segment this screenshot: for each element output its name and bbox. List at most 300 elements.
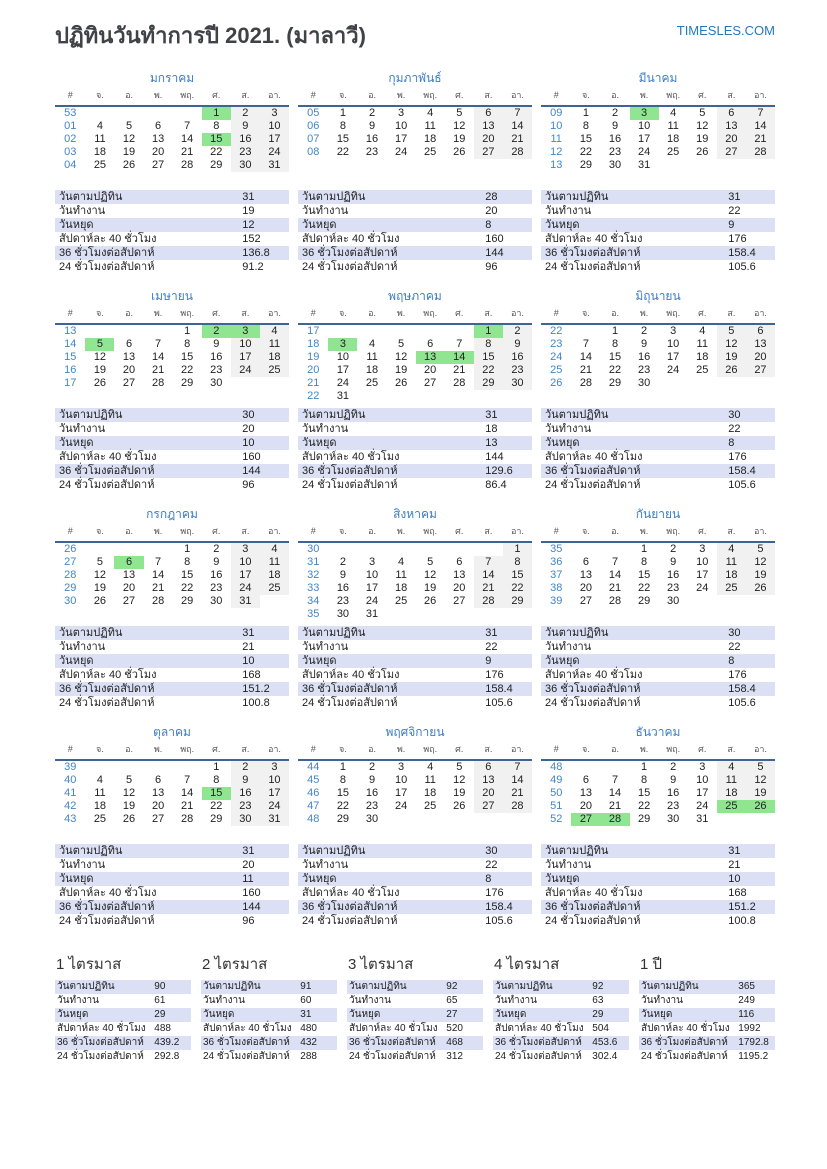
month-block-12 xyxy=(541,723,775,928)
stat-label: วันหยุด xyxy=(349,1009,381,1020)
day-cell: 16 xyxy=(231,133,260,146)
day-cell xyxy=(503,813,532,826)
stat-value: 18 xyxy=(485,423,498,435)
day-header: # xyxy=(553,308,559,318)
day-cell xyxy=(328,542,357,556)
week-row xyxy=(298,377,532,390)
week-number: 27 xyxy=(64,556,77,568)
holiday-day-cell: 27 xyxy=(571,813,600,826)
day-cell: 21 xyxy=(151,364,165,376)
day-cell xyxy=(571,760,600,774)
day-cell: 1 xyxy=(184,325,191,337)
summary-stat-row xyxy=(347,1008,483,1022)
stat-value: 168 xyxy=(242,669,261,681)
day-cell xyxy=(688,377,717,390)
holiday-day-cell: 3 xyxy=(231,324,260,338)
week-row xyxy=(298,324,532,338)
day-cell: 30 xyxy=(503,377,532,390)
day-cell: 9 xyxy=(231,120,260,133)
day-header: อ. xyxy=(125,308,133,318)
week-number: 34 xyxy=(307,595,320,607)
calendar-header-row xyxy=(541,306,775,324)
summary-stat-row xyxy=(347,1036,483,1050)
stat-label: วันหยุด xyxy=(302,437,337,449)
stat-row xyxy=(298,654,532,668)
month-title[interactable]: ธันวาคม xyxy=(635,725,681,739)
stat-row xyxy=(298,914,532,928)
day-cell xyxy=(600,760,629,774)
stat-label: วันทำงาน xyxy=(545,205,592,217)
day-cell: 3 xyxy=(231,542,260,556)
stat-label: วันหยุด xyxy=(59,873,94,885)
day-cell xyxy=(659,159,688,172)
week-row xyxy=(298,556,532,569)
day-header: อา. xyxy=(267,308,281,318)
day-cell xyxy=(387,390,416,403)
day-cell: 18 xyxy=(365,364,379,376)
week-number: 36 xyxy=(550,556,563,568)
day-cell: 9 xyxy=(670,556,677,568)
week-number: 52 xyxy=(550,813,563,825)
stat-row xyxy=(541,436,775,450)
day-cell: 13 xyxy=(746,338,775,351)
week-number: 24 xyxy=(550,351,563,363)
stat-label: 36 ชั่วโมงต่อสัปดาห์ xyxy=(59,901,155,913)
month-title[interactable]: มิถุนายน xyxy=(635,289,681,303)
week-number: 21 xyxy=(307,377,320,389)
stat-row xyxy=(298,844,532,858)
day-cell: 15 xyxy=(336,133,350,145)
day-cell: 21 xyxy=(453,364,466,376)
day-cell: 6 xyxy=(474,760,503,774)
month-stats-table xyxy=(541,626,775,710)
week-row xyxy=(298,582,532,595)
summary-stat-row xyxy=(55,1050,191,1064)
stat-label: 24 ชั่วโมงต่อสัปดาห์ xyxy=(57,1051,144,1062)
week-row xyxy=(298,774,532,787)
stat-row xyxy=(298,422,532,436)
day-cell: 28 xyxy=(151,595,165,607)
stat-value: 152 xyxy=(242,233,261,245)
stat-label: วันทำงาน xyxy=(302,423,349,435)
day-cell: 5 xyxy=(456,761,463,773)
week-number: 43 xyxy=(64,813,77,825)
summary-stat-row xyxy=(347,980,483,994)
month-stats-table xyxy=(541,190,775,274)
summary-table xyxy=(347,980,483,1064)
month-title[interactable]: กันยายน xyxy=(635,507,681,521)
day-cell: 23 xyxy=(231,146,260,159)
stat-value: 151.2 xyxy=(728,901,756,913)
week-number: 07 xyxy=(307,133,320,145)
day-cell: 30 xyxy=(231,813,260,826)
stat-label: วันตามปฏิทิน xyxy=(545,191,609,203)
summary-stat-row xyxy=(493,994,629,1008)
day-cell: 27 xyxy=(151,813,165,825)
day-cell: 24 xyxy=(231,582,260,595)
stat-label: 24 ชั่วโมงต่อสัปดาห์ xyxy=(545,479,641,491)
day-cell: 11 xyxy=(395,569,407,581)
stat-row xyxy=(541,218,775,232)
day-header: พฤ. xyxy=(180,90,195,100)
day-cell: 7 xyxy=(582,338,589,350)
calendar-header-row xyxy=(55,306,289,324)
week-number: 12 xyxy=(550,146,563,158)
day-cell: 10 xyxy=(394,774,408,786)
week-number: 26 xyxy=(64,543,77,555)
day-cell: 13 xyxy=(122,351,136,363)
week-number: 45 xyxy=(307,774,320,786)
day-cell: 8 xyxy=(611,338,619,350)
calendar xyxy=(298,742,532,842)
day-cell: 10 xyxy=(667,338,680,350)
stat-value: 30 xyxy=(728,409,741,421)
day-cell: 29 xyxy=(637,595,651,607)
stat-value: 65 xyxy=(446,995,458,1006)
stat-row xyxy=(55,436,289,450)
week-row xyxy=(298,338,532,351)
months-grid xyxy=(55,69,775,928)
stat-row xyxy=(541,858,775,872)
site-link[interactable]: TIMESLES.COM xyxy=(676,23,775,38)
day-header: พฤ. xyxy=(423,90,438,100)
day-cell: 23 xyxy=(365,146,379,158)
calendar xyxy=(55,524,289,624)
day-cell xyxy=(717,159,746,172)
stat-label: 24 ชั่วโมงต่อสัปดาห์ xyxy=(545,261,641,273)
day-cell xyxy=(85,760,114,774)
week-number: 49 xyxy=(550,774,563,786)
day-header: พ. xyxy=(639,308,649,318)
day-cell: 26 xyxy=(122,813,136,825)
stat-label: วันทำงาน xyxy=(349,995,391,1006)
summary-stat-row xyxy=(493,1036,629,1050)
month-title[interactable]: กุมภาพันธ์ xyxy=(388,71,442,85)
day-cell: 12 xyxy=(746,774,775,787)
day-header: พ. xyxy=(396,744,406,754)
week-row xyxy=(541,556,775,569)
day-cell: 16 xyxy=(231,787,260,800)
day-cell: 7 xyxy=(611,774,619,786)
summary-block-2 xyxy=(201,952,337,1064)
stat-value: 158.4 xyxy=(485,901,513,913)
week-number: 40 xyxy=(64,774,77,786)
day-header: ศ. xyxy=(212,744,221,754)
stat-value: 31 xyxy=(242,845,255,857)
day-cell: 30 xyxy=(210,377,223,389)
day-cell: 11 xyxy=(260,556,289,569)
day-cell xyxy=(416,324,445,338)
month-title[interactable]: พฤษภาคม xyxy=(388,289,442,303)
week-row xyxy=(55,800,289,813)
day-cell: 30 xyxy=(231,159,260,172)
month-title[interactable]: มีนาคม xyxy=(638,71,678,85)
summary-stat-row xyxy=(55,1036,191,1050)
holiday-day-cell: 26 xyxy=(746,800,775,813)
day-cell: 21 xyxy=(474,582,503,595)
month-title[interactable]: ตุลาคม xyxy=(153,725,191,739)
day-cell: 2 xyxy=(641,325,648,337)
stat-row xyxy=(55,450,289,464)
day-cell xyxy=(445,390,474,403)
day-header: พฤ. xyxy=(423,308,438,318)
stat-row xyxy=(298,408,532,422)
day-cell xyxy=(746,595,775,608)
day-cell: 22 xyxy=(608,364,622,376)
calendar-body xyxy=(541,324,775,390)
day-cell: 12 xyxy=(93,351,107,363)
week-row xyxy=(55,556,289,569)
day-cell xyxy=(144,542,173,556)
week-row xyxy=(298,351,532,364)
day-cell: 12 xyxy=(453,774,466,786)
day-cell: 6 xyxy=(125,338,133,350)
week-number: 47 xyxy=(307,800,320,812)
day-cell: 12 xyxy=(717,338,746,351)
day-header: # xyxy=(553,744,559,754)
holiday-day-cell: 3 xyxy=(630,106,659,120)
calendar-body xyxy=(298,106,532,159)
day-cell: 1 xyxy=(582,107,589,119)
day-cell xyxy=(387,542,416,556)
calendar-head xyxy=(298,306,532,324)
stat-row xyxy=(298,640,532,654)
day-cell: 15 xyxy=(503,569,532,582)
summary-stat-row xyxy=(639,994,775,1008)
week-number: 14 xyxy=(64,338,77,350)
day-cell: 2 xyxy=(339,556,346,568)
stat-label: วันทำงาน xyxy=(495,995,537,1006)
week-row xyxy=(55,542,289,556)
week-number: 09 xyxy=(550,107,563,119)
day-cell: 31 xyxy=(231,595,260,608)
month-stats-table xyxy=(541,844,775,928)
day-cell: 16 xyxy=(667,569,680,581)
week-row xyxy=(55,106,289,120)
day-cell: 17 xyxy=(394,787,408,799)
stat-row xyxy=(298,232,532,246)
month-title[interactable]: กรกฎาคม xyxy=(146,507,198,521)
day-cell xyxy=(328,324,357,338)
calendar-body xyxy=(55,324,289,390)
stat-row xyxy=(541,668,775,682)
day-header: อา. xyxy=(267,744,281,754)
stat-row xyxy=(541,696,775,710)
stat-value: 20 xyxy=(242,859,255,871)
day-cell: 2 xyxy=(368,107,376,119)
day-header: ส. xyxy=(241,308,250,318)
month-title[interactable]: สิงหาคม xyxy=(393,507,437,521)
calendar-head xyxy=(298,742,532,760)
day-cell: 29 xyxy=(474,377,503,390)
calendar xyxy=(55,88,289,188)
day-cell: 22 xyxy=(474,364,503,377)
calendar-table xyxy=(55,88,289,172)
day-cell: 24 xyxy=(336,377,350,389)
day-cell: 26 xyxy=(717,364,746,377)
stat-label: 36 ชั่วโมงต่อสัปดาห์ xyxy=(59,465,155,477)
stat-label: 24 ชั่วโมงต่อสัปดาห์ xyxy=(59,697,155,709)
day-cell: 2 xyxy=(213,543,220,555)
week-row xyxy=(55,338,289,351)
day-cell xyxy=(387,813,416,826)
day-cell: 24 xyxy=(696,800,709,812)
week-number: 15 xyxy=(64,351,77,363)
week-number: 48 xyxy=(307,813,320,825)
calendar-header-row xyxy=(541,742,775,760)
day-cell: 18 xyxy=(260,569,289,582)
day-cell: 29 xyxy=(181,595,194,607)
stat-row xyxy=(541,204,775,218)
month-title[interactable]: พฤศจิกายน xyxy=(385,725,445,739)
stat-row xyxy=(541,914,775,928)
page-header xyxy=(55,16,775,53)
summary-stat-row xyxy=(347,1022,483,1036)
day-cell: 22 xyxy=(210,146,223,158)
stat-label: 36 ชั่วโมงต่อสัปดาห์ xyxy=(57,1037,144,1048)
day-cell: 16 xyxy=(503,351,532,364)
day-cell: 27 xyxy=(746,364,775,377)
day-cell xyxy=(688,595,717,608)
day-cell: 5 xyxy=(398,338,405,350)
day-header: จ. xyxy=(339,90,347,100)
day-cell: 1 xyxy=(339,107,346,119)
calendar-head xyxy=(298,524,532,542)
day-cell: 3 xyxy=(699,543,706,555)
day-cell xyxy=(357,390,386,403)
day-cell: 5 xyxy=(699,107,706,119)
calendar-table xyxy=(298,88,532,159)
day-cell: 16 xyxy=(210,351,223,363)
day-cell: 8 xyxy=(184,556,191,568)
month-block-8 xyxy=(298,505,532,710)
day-cell: 12 xyxy=(93,569,107,581)
stat-row xyxy=(298,696,532,710)
month-title[interactable]: มกราคม xyxy=(149,71,195,85)
day-cell: 4 xyxy=(398,556,405,568)
stat-value: 20 xyxy=(242,423,255,435)
day-cell: 6 xyxy=(582,556,589,568)
day-cell: 11 xyxy=(94,133,106,145)
stat-row xyxy=(298,464,532,478)
calendar-header-row xyxy=(541,88,775,106)
stat-row xyxy=(55,260,289,274)
summary-stat-row xyxy=(639,1050,775,1064)
stat-row xyxy=(55,218,289,232)
day-cell xyxy=(144,106,173,120)
day-cell: 9 xyxy=(213,338,220,350)
stat-value: 432 xyxy=(300,1037,317,1048)
stat-value: 129.6 xyxy=(485,465,513,477)
day-header: ศ. xyxy=(698,90,707,100)
stat-value: 105.6 xyxy=(728,697,756,709)
day-cell: 6 xyxy=(582,774,589,786)
stat-label: วันตามปฏิทิน xyxy=(59,409,123,421)
day-cell: 29 xyxy=(210,813,223,825)
day-cell: 10 xyxy=(231,556,260,569)
day-cell: 17 xyxy=(365,582,379,594)
day-cell xyxy=(474,390,503,403)
day-cell: 25 xyxy=(424,800,437,812)
week-row xyxy=(541,338,775,351)
day-cell: 7 xyxy=(456,338,463,350)
day-cell: 17 xyxy=(336,364,350,376)
week-number: 22 xyxy=(307,390,320,402)
summary-table xyxy=(201,980,337,1064)
day-cell: 20 xyxy=(151,146,165,158)
day-cell: 13 xyxy=(717,120,746,133)
stat-value: 31 xyxy=(728,845,741,857)
day-cell xyxy=(357,324,386,338)
week-number: 10 xyxy=(550,120,563,132)
day-cell: 30 xyxy=(667,595,680,607)
stat-value: 28 xyxy=(485,191,498,203)
day-header: จ. xyxy=(96,90,104,100)
stat-value: 468 xyxy=(446,1037,463,1048)
week-row xyxy=(55,146,289,159)
day-cell: 26 xyxy=(93,595,107,607)
day-cell: 19 xyxy=(93,364,107,376)
day-cell: 14 xyxy=(151,569,165,581)
month-stats-table xyxy=(55,626,289,710)
week-row xyxy=(298,608,532,621)
day-cell: 20 xyxy=(453,582,466,594)
day-cell: 6 xyxy=(746,324,775,338)
day-cell: 15 xyxy=(608,351,622,363)
stat-row xyxy=(298,260,532,274)
summary-title: 3 ไตรมาส xyxy=(348,956,414,973)
summary-stat-row xyxy=(639,1036,775,1050)
day-cell: 7 xyxy=(155,338,162,350)
stat-row xyxy=(55,696,289,710)
day-cell xyxy=(717,595,746,608)
day-cell: 27 xyxy=(122,377,136,389)
stat-label: วันทำงาน xyxy=(57,995,99,1006)
calendar-head xyxy=(541,306,775,324)
stat-value: 480 xyxy=(300,1023,317,1034)
day-cell: 26 xyxy=(93,377,107,389)
month-stats-table xyxy=(55,190,289,274)
month-title[interactable]: เมษายน xyxy=(151,289,193,303)
month-block-6 xyxy=(541,287,775,492)
stat-value: 288 xyxy=(300,1051,317,1062)
day-header: ศ. xyxy=(698,744,707,754)
stat-value: 31 xyxy=(728,191,741,203)
stat-value: 9 xyxy=(728,219,735,231)
stat-label: สัปดาห์ละ 40 ชั่วโมง xyxy=(59,669,157,681)
month-stats-table xyxy=(541,408,775,492)
day-cell: 14 xyxy=(579,351,593,363)
summary-block-3 xyxy=(347,952,483,1064)
day-cell: 14 xyxy=(474,569,503,582)
stat-value: 151.2 xyxy=(242,683,270,695)
stat-label: 36 ชั่วโมงต่อสัปดาห์ xyxy=(349,1037,436,1048)
week-number: 39 xyxy=(550,595,563,607)
week-number: 38 xyxy=(550,582,563,594)
stat-value: 21 xyxy=(728,859,741,871)
day-header: ส. xyxy=(241,526,250,536)
stat-label: วันตามปฏิทิน xyxy=(545,627,609,639)
stat-row xyxy=(298,626,532,640)
day-cell: 22 xyxy=(181,582,194,594)
day-cell: 3 xyxy=(368,556,376,568)
week-row xyxy=(298,542,532,556)
summary-table xyxy=(493,980,629,1064)
stat-value: 9 xyxy=(485,655,492,667)
summary-stat-row xyxy=(55,1008,191,1022)
stat-value: 19 xyxy=(242,205,255,217)
day-cell: 18 xyxy=(424,787,437,799)
